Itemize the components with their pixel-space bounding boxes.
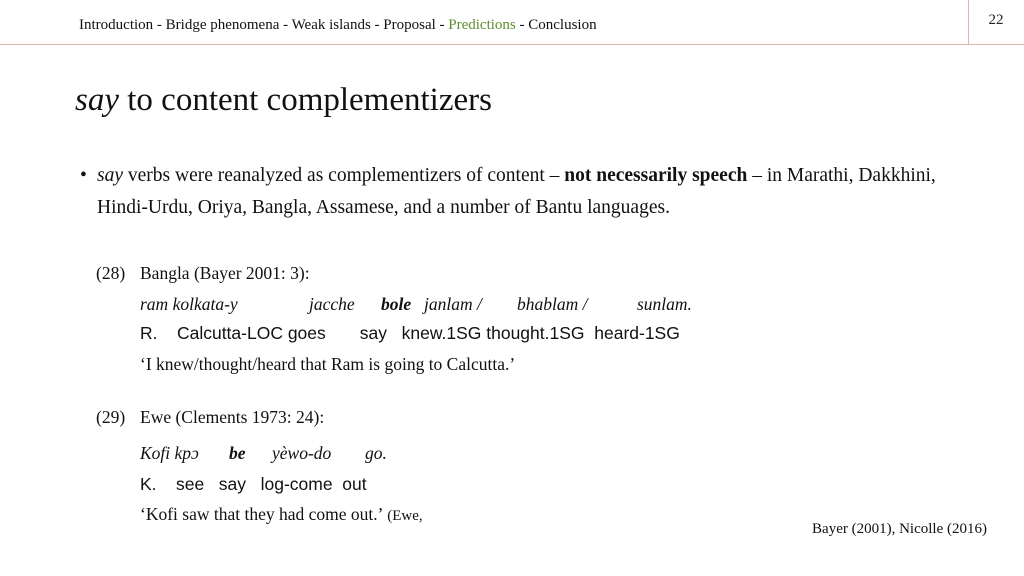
breadcrumb-nav (79, 17, 597, 34)
bullet-text-1: verbs were reanalyzed as complementizers of content – (123, 165, 565, 186)
example-29-word: Kofi kpɔ (140, 443, 199, 463)
bullet-point (80, 160, 990, 224)
title-rest: to content complementizers (119, 82, 492, 118)
example-28-number: (28) (96, 263, 126, 283)
header-vertical-divider (968, 0, 969, 44)
example-29-note: (Ewe, (383, 508, 423, 524)
example-29-word: go. (365, 443, 387, 463)
example-28-header: Bangla (Bayer 2001: 3): (140, 263, 310, 283)
example-28-translation: ‘I knew/thought/heard that Ram is going to Calcutta.’ (140, 354, 516, 374)
example-28-word: janlam / (424, 294, 482, 314)
bullet-dot: • (80, 165, 87, 186)
bullet-text (97, 160, 990, 224)
example-29-translation (140, 504, 423, 525)
title-italic: say (75, 82, 119, 118)
nav-active-section: Predictions (448, 17, 516, 33)
slide-number: 22 (988, 12, 1004, 28)
example-29-header: Ewe (Clements 1973: 24): (140, 407, 325, 427)
example-29-number: (29) (96, 407, 126, 427)
example-28-word: jacche (309, 294, 355, 314)
example-29-gloss: K. see say log-come out (140, 474, 367, 494)
example-28-gloss: R. Calcutta-LOC goes say knew.1SG thought.1SG heard-1SG (140, 323, 680, 343)
header-divider (0, 44, 1024, 45)
nav-sections: Introduction - Bridge phenomena - Weak islands - Proposal - (79, 17, 449, 33)
bullet-bold: not necessarily speech (564, 165, 748, 186)
bullet-text-2: – in Marathi, Dakkhini, Hindi-Urdu, Oriya, Bangla, Assamese, and a number of Bantu languages. (97, 165, 936, 218)
example-28-word: sunlam. (637, 294, 692, 314)
nav-last-section: - Conclusion (515, 17, 597, 33)
example-29-word-bold: be (229, 443, 246, 463)
example-28-word: bhablam / (517, 294, 588, 314)
bullet-italic-word: say (97, 165, 123, 186)
example-28-word-bold: bole (381, 294, 412, 314)
references: Bayer (2001), Nicolle (2016) (812, 521, 987, 537)
example-28-word: ram kolkata-y (140, 294, 238, 314)
example-29-translation-text: ‘Kofi saw that they had come out.’ (140, 504, 384, 524)
example-29-word: yèwo-do (272, 443, 332, 463)
slide-title (75, 82, 492, 119)
